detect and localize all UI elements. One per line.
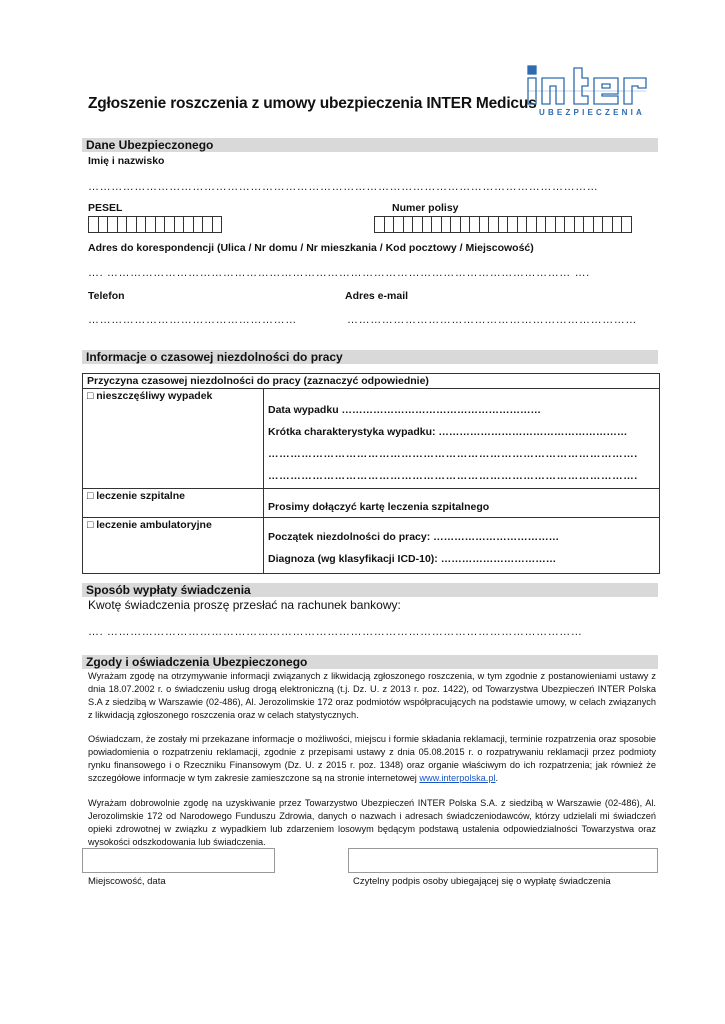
place-date-box[interactable] (82, 848, 275, 873)
bank-account-field[interactable]: …. …………………………………………………………………………………………………………… (88, 626, 583, 638)
section-header-consents: Zgody i oświadczenia Ubezpieczonego (82, 655, 658, 669)
consent-paragraph-2-text: Oświadczam, że zostały mi przekazane informacje o możliwości, miejscu i formie składania reklamacji, terminie rozpatrzenia oraz sposobie powiadomienia o rozpatrzeniu reklamacji, zgodnie z przepisami ustawy z dnia 05.08.2015 r. o rozpatrywaniu reklamacji przez podmioty rynku finansowego i o Rzeczniku Finansowym (Dz. U. z 2015 r. poz. 1348) oraz organie właściwym do ich rozpatrzenia; jak również że szczegółowe informacje w tym zakresie zamieszczone są na stronie internetowej (88, 734, 656, 783)
consent-paragraph-3: Wyrażam dobrowolnie zgodę na uzyskiwanie przez Towarzystwo Ubezpieczeń INTER Polska S.A. z siedzibą w Warszawie (02-486), Al. Jerozolimskie 172 od Narodowego Funduszu Zdrowia, danych o nazwach i adresach świadczeniodawców, którzy udzielali mi świadczeń opieki zdrowotnej w związku z wypadkiem lub zdarzeniem losowym będącym podstawą ustalenia odpowiedzialności Towarzystwa oraz wysokości odszkodowania lub świadczenia. (88, 798, 656, 847)
phone-field[interactable]: ……………………………………………… (88, 314, 297, 326)
diagnosis-field[interactable]: Diagnoza (wg klasyfikacji ICD-10): …………………………… (268, 553, 557, 565)
inter-logo (524, 64, 660, 122)
consent-paragraph-2: Oświadczam, że zostały mi przekazane informacje o możliwości, miejscu i formie składania reklamacji, terminie rozpatrzenia oraz sposobie powiadomienia o rozpatrzeniu reklamacji, zgodnie z przepisami ustawy z dnia 05.08.2015 r. o rozpatrywaniu reklamacji przez podmioty rynku finansowego i o Rzeczniku Finansowym (Dz. U. z 2015 r. poz. 1348) oraz organie właściwym do ich rozpatrzenia; jak również że szczegółowe informacje w tym zakresie zamieszczone są na stronie internetowej www.interpolska.pl. (88, 734, 656, 783)
accident-description-line[interactable]: ………………………………………………………………………………………. (268, 470, 638, 482)
reason-table-header: Przyczyna czasowej niezdolności do pracy (zaznaczyć odpowiednie) (83, 374, 660, 389)
payment-instruction: Kwotę świadczenia proszę przesłać na rachunek bankowy: (88, 598, 401, 612)
hospital-checkbox[interactable]: □ leczenie szpitalne (83, 489, 264, 518)
outpatient-checkbox[interactable]: □ leczenie ambulatoryjne (83, 518, 264, 574)
address-field[interactable]: …. ………………………………………………………………………………………………………… …. (88, 267, 590, 279)
policy-number-input[interactable] (374, 216, 632, 233)
hospital-note: Prosimy dołączyć kartę leczenia szpitalnego (264, 489, 660, 518)
section-header-payment: Sposób wypłaty świadczenia (82, 583, 658, 597)
accident-description-line[interactable]: ………………………………………………………………………………………. (268, 448, 638, 460)
page-title: Zgłoszenie roszczenia z umowy ubezpieczenia INTER Medicus (88, 95, 537, 112)
signature-box[interactable] (348, 848, 658, 873)
incapacity-reason-table (82, 373, 660, 574)
consent-paragraph-1: Wyrażam zgodę na otrzymywanie informacji związanych z likwidacją zgłoszonego roszczenia, w tym zgodnie z postanowieniami ustawy z dnia 18.07.2002 r. o świadczeniu usług drogą elektroniczną (t.j. Dz. U. z 2013 r. poz. 1422), od Towarzystwa Ubezpieczeń INTER Polska S.A z siedzibą w Warszawie (02-486), Al. Jerozolimskie 172 oraz podmiotów współpracujących na podstawie umowy, w celach związanych z likwidacją zgłoszonego roszczenia oraz w celach statystycznych. (88, 671, 656, 720)
pesel-input[interactable] (88, 216, 222, 233)
policy-number-label: Numer polisy (392, 202, 459, 214)
inter-logo-mark (524, 64, 660, 108)
interpolska-link[interactable]: www.interpolska.pl (419, 773, 496, 783)
email-label: Adres e-mail (345, 290, 409, 302)
section-header-incapacity: Informacje o czasowej niezdolności do pracy (82, 350, 658, 364)
phone-label: Telefon (88, 290, 125, 302)
incapacity-start-field[interactable]: Początek niezdolności do pracy: ……………………………… (268, 531, 560, 543)
place-date-label: Miejscowość, data (88, 876, 166, 887)
email-field[interactable]: ………………………………………………………………… (347, 314, 637, 326)
accident-description-field[interactable]: Krótka charakterystyka wypadku: ……………………………………………… (268, 426, 628, 438)
accident-date-field[interactable]: Data wypadku ………………………………………………… (268, 404, 542, 416)
name-label: Imię i nazwisko (88, 155, 165, 167)
pesel-label: PESEL (88, 202, 123, 214)
signature-label: Czytelny podpis osoby ubiegającej się o wypłatę świadczenia (353, 876, 611, 887)
name-field[interactable]: …………………………………………………………………………………………………………………… (88, 181, 599, 193)
address-label: Adres do korespondencji (Ulica / Nr domu / Nr mieszkania / Kod pocztowy / Miejscowość) (88, 242, 534, 254)
accident-checkbox[interactable]: □ nieszczęśliwy wypadek (83, 389, 264, 489)
logo-subtitle: UBEZPIECZENIA (538, 108, 646, 117)
section-header-insured: Dane Ubezpieczonego (82, 138, 658, 152)
